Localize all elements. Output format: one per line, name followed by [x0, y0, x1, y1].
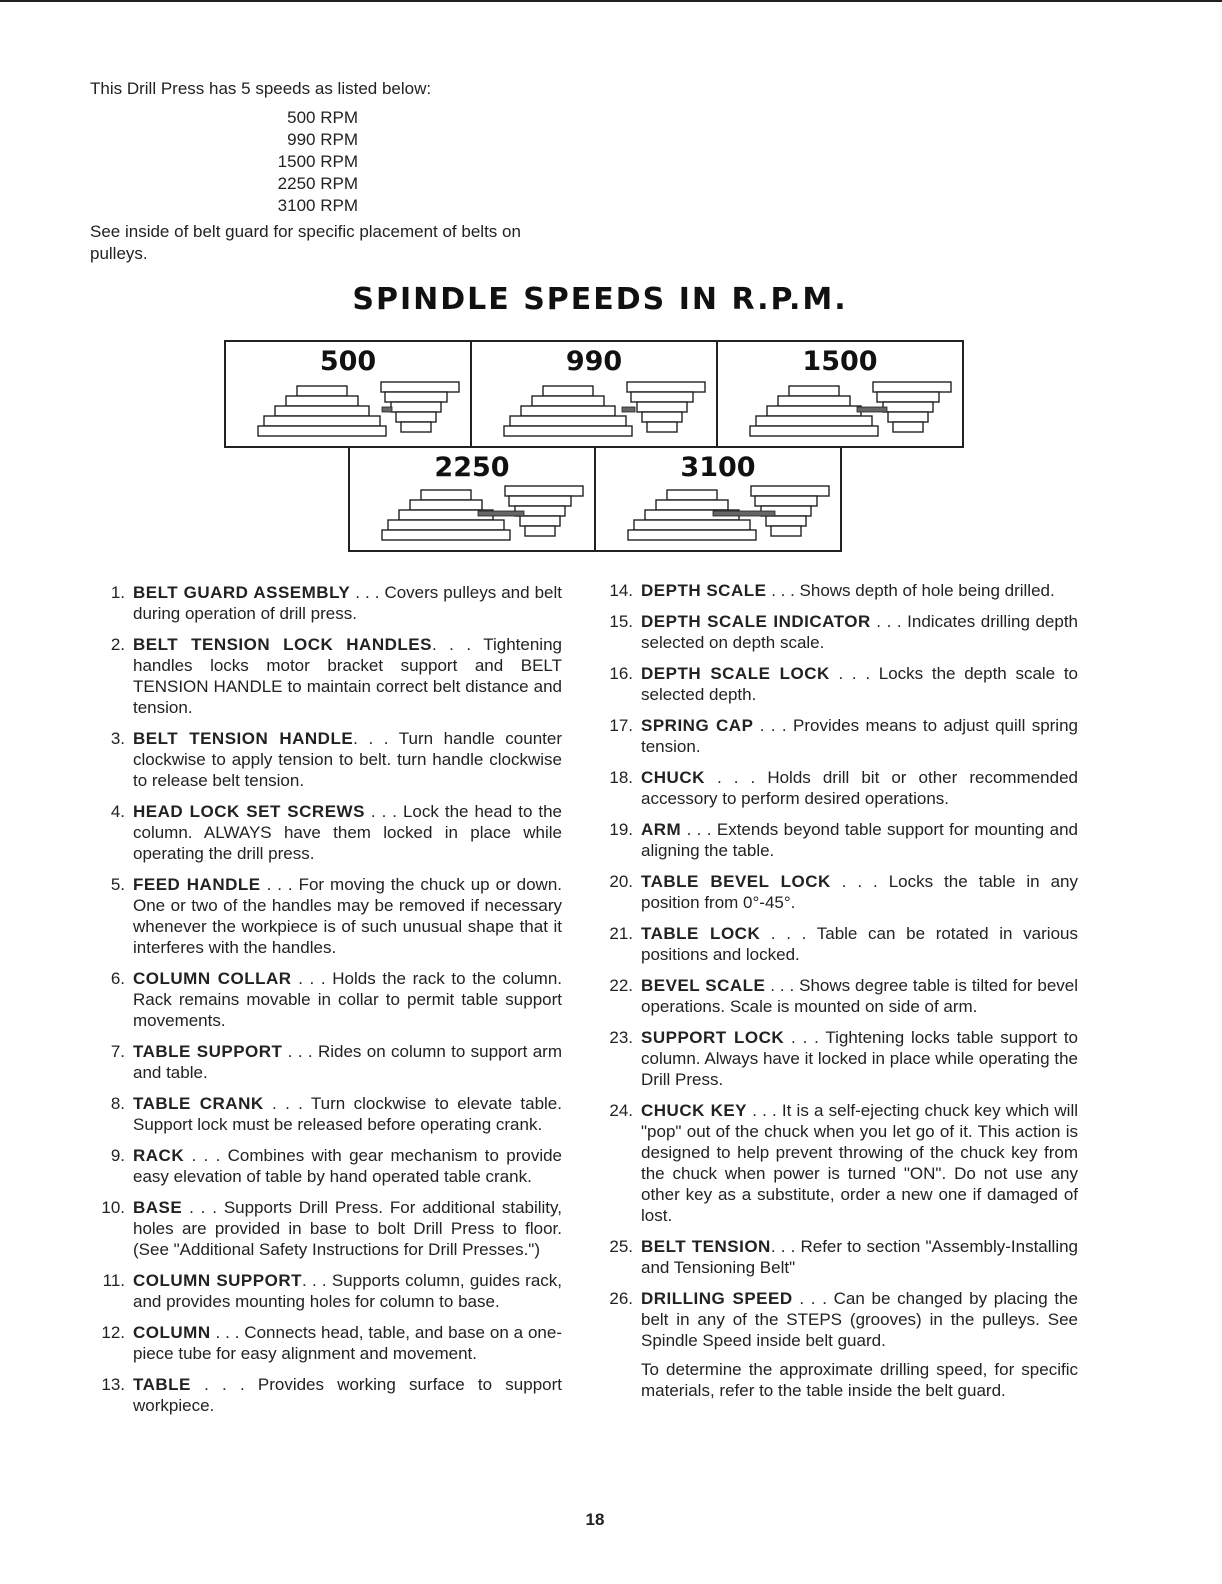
- spindle-pulley-step: [391, 402, 441, 412]
- list-item: 9. RACK . . . Combines with gear mechanism to provide easy elevation of table by hand operated table crank.: [100, 1145, 562, 1187]
- item-term: TABLE SUPPORT: [133, 1042, 283, 1061]
- item-description: Indicates drilling depth selected on depth scale.: [641, 612, 1078, 652]
- motor-pulley-step: [521, 406, 615, 416]
- item-description: Connects head, table, and base on a one-piece tube for easy alignment and movement.: [133, 1323, 563, 1363]
- speed-box-1500: [716, 340, 964, 448]
- item-term: DEPTH SCALE INDICATOR: [641, 612, 871, 631]
- list-item: 24. CHUCK KEY . . . It is a self-ejecting chuck key which will "pop" out of the chuck when you let go of it. This action is designed to help prevent throwing of the chuck key from the chuck when power is turned "ON". Do not use any other key as a substitute, order a new one if damaged of lost.: [609, 1101, 1079, 1225]
- item-number: 4.: [110, 802, 125, 821]
- item-term: CHUCK: [641, 768, 705, 787]
- list-item: 16. DEPTH SCALE LOCK . . . Locks the depth scale to selected depth.: [609, 664, 1079, 704]
- item-term: BELT TENSION LOCK HANDLES: [133, 635, 432, 654]
- speed-box-value: 1500: [802, 346, 878, 377]
- intro-text: This Drill Press has 5 speeds as listed below:: [90, 79, 432, 98]
- item-number: 8.: [110, 1094, 125, 1113]
- item-term: BELT TENSION HANDLE: [133, 729, 354, 748]
- speed-list-item: 500 RPM: [287, 108, 358, 127]
- speed-box-2250: [348, 446, 596, 552]
- item-term: HEAD LOCK SET SCREWS: [133, 802, 365, 821]
- spindle-pulley-step: [883, 402, 933, 412]
- drive-belt: [857, 407, 887, 412]
- list-item: 21. TABLE LOCK . . . Table can be rotated in various positions and locked.: [609, 924, 1078, 964]
- item-number: 9.: [110, 1146, 125, 1165]
- spindle-pulley-step: [771, 526, 801, 536]
- item-description: Combines with gear mechanism to provide easy elevation of table by hand operated table crank.: [133, 1146, 563, 1186]
- item-term: DEPTH SCALE: [641, 581, 767, 600]
- list-item: 4. HEAD LOCK SET SCREWS . . . Lock the head to the column. ALWAYS have them locked in place while operating the drill press.: [100, 801, 562, 864]
- item-term: TABLE LOCK: [641, 924, 761, 943]
- spindle-pulley-step: [396, 412, 436, 422]
- speed-list-item: 990 RPM: [287, 130, 358, 149]
- list-item: 2. BELT TENSION LOCK HANDLES. . . Tightening handles locks motor bracket support and BELT TENSION HANDLE to maintain correct belt distance and tension.: [100, 634, 562, 718]
- item-description: Covers pulleys and belt during operation of drill press.: [133, 583, 562, 623]
- drive-belt: [622, 407, 635, 412]
- list-item: 26. DRILLING SPEED . . . Can be changed by placing the belt in any of the STEPS (grooves) in the pulleys. See Spindle Speed inside belt guard.: [609, 1289, 1079, 1350]
- speed-box-value: 990: [565, 346, 623, 377]
- spindle-pulley-step: [631, 392, 693, 402]
- item-number: 11.: [102, 1271, 125, 1290]
- item-description: For moving the chuck up or down. One or two of the handles may be removed if necessary whenever the workpiece is of such unusual shape that it interferes with the handles.: [133, 875, 563, 957]
- parts-list-left: [100, 582, 562, 1426]
- list-item: 11. COLUMN SUPPORT. . . Supports column, guides rack, and provides mounting holes for column to base.: [100, 1270, 562, 1312]
- motor-pulley-step: [275, 406, 369, 416]
- motor-pulley-step: [382, 530, 510, 540]
- spindle-speeds-heading: SPINDLE SPEEDS IN R.P.M.: [352, 282, 848, 317]
- parts-list-right: [608, 580, 1078, 1401]
- item-number: 3.: [110, 729, 125, 748]
- speed-box-value: 2250: [434, 452, 510, 483]
- item-description: Shows depth of hole being drilled.: [799, 581, 1055, 600]
- spindle-pulley-step: [520, 516, 560, 526]
- speed-box-value: 500: [319, 346, 377, 377]
- item-number: 26.: [609, 1289, 633, 1308]
- item-number: 10.: [101, 1198, 125, 1217]
- list-item: 3. BELT TENSION HANDLE. . . Turn handle counter clockwise to apply tension to belt. turn handle clockwise to release belt tension.: [100, 728, 562, 791]
- item-description: Turn handle counter clockwise to apply tension to belt. turn handle clockwise to release belt tension.: [133, 729, 562, 790]
- list-item: 12. COLUMN . . . Connects head, table, and base on a one-piece tube for easy alignment and movement.: [101, 1323, 563, 1363]
- item-description: Locks the depth scale to selected depth.: [641, 664, 1079, 704]
- item-term: BELT TENSION: [641, 1237, 771, 1256]
- motor-pulley-step: [543, 386, 593, 396]
- item-number: 7.: [110, 1042, 125, 1061]
- motor-pulley-step: [286, 396, 358, 406]
- item-number: 18.: [609, 768, 633, 787]
- item-description: Holds drill bit or other recommended accessory to perform desired operations.: [641, 768, 1079, 808]
- item-term: FEED HANDLE: [133, 875, 261, 894]
- list-item: 15. DEPTH SCALE INDICATOR . . . Indicates drilling depth selected on depth scale.: [609, 612, 1078, 652]
- spindle-pulley-step: [755, 496, 817, 506]
- item-description: Shows degree table is tilted for bevel operations. Scale is mounted on side of arm.: [641, 976, 1078, 1016]
- item-term: SPRING CAP: [641, 716, 754, 735]
- item-description: Holds the rack to the column. Rack remains movable in collar to permit table support movements.: [133, 969, 562, 1030]
- motor-pulley-step: [388, 520, 504, 530]
- speed-box-500: [224, 340, 472, 448]
- spindle-pulley-step: [647, 422, 677, 432]
- motor-pulley-step: [510, 416, 626, 426]
- item-term: BASE: [133, 1198, 183, 1217]
- motor-pulley-step: [532, 396, 604, 406]
- motor-pulley-step: [410, 500, 482, 510]
- item-description: Supports column, guides rack, and provides mounting holes for column to base.: [133, 1271, 563, 1311]
- item-term: COLUMN SUPPORT: [133, 1271, 302, 1290]
- item-number: 6.: [110, 969, 125, 988]
- item-number: 5.: [110, 875, 125, 894]
- motor-pulley-step: [297, 386, 347, 396]
- item-description: Locks the table in any position from 0°-45°.: [641, 872, 1078, 912]
- drive-belt: [478, 511, 524, 516]
- item-term: BELT GUARD ASSEMBLY: [133, 583, 351, 602]
- spindle-pulley-step: [401, 422, 431, 432]
- spindle-pulley-step: [766, 516, 806, 526]
- spindle-pulley-step: [385, 392, 447, 402]
- speed-list-item: 2250 RPM: [277, 174, 358, 193]
- list-item: 23. SUPPORT LOCK . . . Tightening locks table support to column. Always have it locked in place while operating the Drill Press.: [609, 1028, 1078, 1089]
- motor-pulley-step: [789, 386, 839, 396]
- spindle-pulley-step: [888, 412, 928, 422]
- drive-belt: [382, 407, 392, 412]
- item-number: 19.: [609, 820, 633, 839]
- list-item: 6. COLUMN COLLAR . . . Holds the rack to the column. Rack remains movable in collar to permit table support movements.: [100, 968, 562, 1031]
- spindle-pulley-step: [509, 496, 571, 506]
- item-description: Lock the head to the column. ALWAYS have them locked in place while operating the drill press.: [133, 802, 563, 863]
- item-description: Refer to section "Assembly-Installing and Tensioning Belt": [641, 1237, 1078, 1277]
- item-term: TABLE BEVEL LOCK: [641, 872, 831, 891]
- item-number: 22.: [609, 976, 633, 995]
- item-description: Extends beyond table support for mounting and aligning the table.: [641, 820, 1078, 860]
- item-description: Rides on column to support arm and table.: [133, 1042, 562, 1082]
- belt-placement-note: See inside of belt guard for specific placement of belts on pulleys.: [90, 222, 521, 263]
- item-term: DRILLING SPEED: [641, 1289, 793, 1308]
- item-description: Provides working surface to support workpiece.: [133, 1375, 562, 1415]
- item-term: TABLE: [133, 1375, 191, 1394]
- item-description: It is a self-ejecting chuck key which will "pop" out of the chuck when you let go of it. This action is designed to help prevent throwing of the chuck key from the chuck when power is turned "ON". Do not use any other key as a substitute, order a new one if damaged of lost.: [641, 1101, 1079, 1225]
- page-number: 18: [585, 1510, 605, 1529]
- list-item: 1. BELT GUARD ASSEMBLY . . . Covers pulleys and belt during operation of drill press.: [100, 582, 562, 624]
- item-description: Supports Drill Press. For additional stability, holes are provided in base to bolt Drill Press to floor. (See "Additional Safety Instructions for Drill Presses."): [133, 1198, 562, 1259]
- speed-list-item: 1500 RPM: [277, 152, 358, 171]
- item-number: 13.: [101, 1375, 125, 1394]
- list-item: 7. TABLE SUPPORT . . . Rides on column to support arm and table.: [100, 1041, 562, 1083]
- pulley-diagram: [226, 342, 474, 450]
- spindle-pulley-step: [893, 422, 923, 432]
- motor-pulley-step: [421, 490, 471, 500]
- spindle-pulley-step: [627, 382, 705, 392]
- item-description: Provides means to adjust quill spring tension.: [641, 716, 1078, 756]
- motor-pulley-step: [628, 530, 756, 540]
- spindle-pulley-step: [505, 486, 583, 496]
- item-term: COLUMN: [133, 1323, 211, 1342]
- item-number: 2.: [110, 635, 125, 654]
- item-description: Tightening handles locks motor bracket support and BELT TENSION HANDLE to maintain correct belt distance and tension.: [133, 635, 562, 717]
- item-number: 14.: [609, 581, 633, 600]
- item-term: RACK: [133, 1146, 185, 1165]
- item-description: Can be changed by placing the belt in any of the STEPS (grooves) in the pulleys. See Spindle Speed inside belt guard.: [641, 1289, 1079, 1350]
- motor-pulley-step: [634, 520, 750, 530]
- list-item: 8. TABLE CRANK . . . Turn clockwise to elevate table. Support lock must be released before operating crank.: [100, 1093, 562, 1135]
- item-term: DEPTH SCALE LOCK: [641, 664, 830, 683]
- list-item: 22. BEVEL SCALE . . . Shows degree table is tilted for bevel operations. Scale is mounted on side of arm.: [609, 976, 1078, 1016]
- item-number: 24.: [609, 1101, 633, 1120]
- spindle-pulley-step: [381, 382, 459, 392]
- list-item: 13. TABLE . . . Provides working surface to support workpiece.: [101, 1375, 562, 1415]
- motor-pulley-step: [667, 490, 717, 500]
- item-term: CHUCK KEY: [641, 1101, 748, 1120]
- pulley-diagram: [350, 448, 598, 554]
- motor-pulley-step: [504, 426, 632, 436]
- drive-belt: [713, 511, 775, 516]
- speed-box-990: [470, 340, 718, 448]
- item-term: ARM: [641, 820, 682, 839]
- item-number: 21.: [609, 924, 633, 943]
- motor-pulley-step: [258, 426, 386, 436]
- list-item: 10. BASE . . . Supports Drill Press. For additional stability, holes are provided in base to bolt Drill Press to floor. (See "Additional Safety Instructions for Drill Presses."): [101, 1198, 562, 1259]
- motor-pulley-step: [767, 406, 861, 416]
- spindle-pulley-step: [873, 382, 951, 392]
- motor-pulley-step: [750, 426, 878, 436]
- motor-pulley-step: [756, 416, 872, 426]
- item-description: Tightening locks table support to column. Always have it locked in place while operating the Drill Press.: [641, 1028, 1078, 1089]
- item-description: Turn clockwise to elevate table. Support lock must be released before operating crank.: [133, 1094, 562, 1134]
- pulley-diagram: [718, 342, 966, 450]
- motor-pulley-step: [778, 396, 850, 406]
- item-term: BEVEL SCALE: [641, 976, 766, 995]
- item-number: 23.: [609, 1028, 633, 1047]
- item-number: 20.: [609, 872, 633, 891]
- item-number: 15.: [609, 612, 633, 631]
- speed-box-value: 3100: [680, 452, 756, 483]
- list-item: 14. DEPTH SCALE . . . Shows depth of hole being drilled.: [609, 581, 1055, 600]
- spindle-pulley-step: [642, 412, 682, 422]
- spindle-pulley-step: [877, 392, 939, 402]
- speed-list-item: 3100 RPM: [277, 196, 358, 215]
- motor-pulley-step: [264, 416, 380, 426]
- spindle-pulley-step: [637, 402, 687, 412]
- list-item: 19. ARM . . . Extends beyond table support for mounting and aligning the table.: [609, 820, 1078, 860]
- item-number: 16.: [609, 664, 633, 683]
- list-item: 17. SPRING CAP . . . Provides means to adjust quill spring tension.: [609, 716, 1078, 756]
- speed-list: [258, 107, 358, 217]
- item-number: 1.: [110, 583, 125, 602]
- item-description: Table can be rotated in various positions and locked.: [641, 924, 1078, 964]
- item-term: TABLE CRANK: [133, 1094, 264, 1113]
- list-item: 18. CHUCK . . . Holds drill bit or other recommended accessory to perform desired operations.: [609, 768, 1079, 808]
- speed-box-3100: [594, 446, 842, 552]
- item-term: COLUMN COLLAR: [133, 969, 292, 988]
- motor-pulley-step: [656, 500, 728, 510]
- top-rule: [0, 0, 1222, 2]
- item-term: SUPPORT LOCK: [641, 1028, 785, 1047]
- pulley-diagram: [472, 342, 720, 450]
- list-item: 25. BELT TENSION. . . Refer to section "Assembly-Installing and Tensioning Belt": [609, 1237, 1078, 1277]
- list-item: 20. TABLE BEVEL LOCK . . . Locks the table in any position from 0°-45°.: [609, 872, 1078, 912]
- list-item: 5. FEED HANDLE . . . For moving the chuck up or down. One or two of the handles may be removed if necessary whenever the workpiece is of such unusual shape that it interferes with the handles.: [100, 874, 562, 958]
- item-number: 12.: [101, 1323, 125, 1342]
- spindle-pulley-step: [751, 486, 829, 496]
- pulley-diagram: [596, 448, 844, 554]
- drilling-speed-note: To determine the approximate drilling speed, for specific materials, refer to the table inside the belt guard.: [641, 1360, 1078, 1400]
- item-number: 17.: [609, 716, 633, 735]
- item-number: 25.: [609, 1237, 633, 1256]
- spindle-pulley-step: [525, 526, 555, 536]
